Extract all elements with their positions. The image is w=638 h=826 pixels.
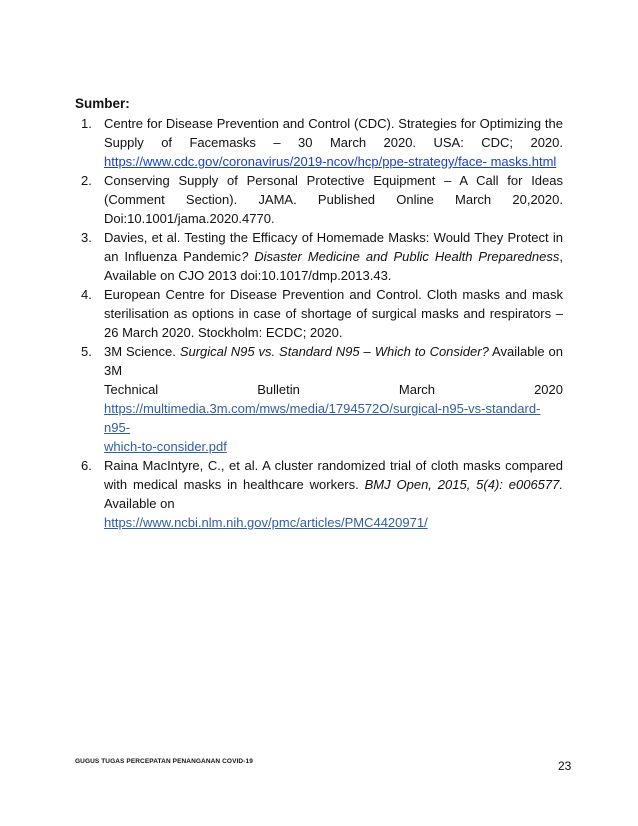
reference-item [75, 456, 563, 532]
reference-text-part: Available on [104, 496, 175, 511]
reference-item [75, 342, 563, 456]
page-footer: GUGUS TUGAS PERCEPATAN PENANGANAN COVID-19 [75, 758, 253, 765]
reference-journal: ? Disaster Medicine and Public Health Preparedness [240, 249, 560, 264]
reference-link[interactable]: https://multimedia.3m.com/mws/media/1794572O/surgical-n95-vs-standard-n95- [104, 401, 541, 435]
reference-text [104, 456, 563, 513]
page-number: 23 [558, 759, 572, 773]
reference-text [104, 228, 563, 285]
reference-item [75, 285, 563, 342]
reference-text: Centre for Disease Prevention and Control (CDC). Strategies for Optimizing the [104, 116, 563, 131]
reference-text-part: Davies, et al. Testing the Efficacy of Homemade Masks: Would They Protect in an Influenza Pandemic [104, 230, 563, 264]
reference-item [75, 114, 563, 171]
reference-link[interactable]: https://www.cdc.gov/coronavirus/2019-ncov/hcp/ppe-strategy/face- masks.html [104, 154, 557, 169]
reference-link[interactable]: which-to-consider.pdf [104, 439, 227, 454]
reference-number: 3. [81, 230, 92, 245]
reference-number: 5. [81, 344, 92, 359]
reference-text: Conserving Supply of Personal Protective Equipment – A Call for Ideas (Comment Section). JAMA. Published Online March 20,2020. Doi:10.1001/jama.2020.4770. [104, 173, 563, 226]
reference-text [104, 342, 563, 380]
reference-text-part: 3M Science. [104, 344, 180, 359]
reference-text-part: Available on 3M [104, 344, 563, 378]
reference-number: 4. [81, 287, 92, 302]
reference-title: Surgical N95 vs. Standard N95 – Which to Consider? [179, 344, 489, 359]
reference-link[interactable]: https://www.ncbi.nlm.nih.gov/pmc/articles/PMC4420971/ [104, 515, 428, 530]
reference-text-part: Raina MacIntyre, C., et al. A cluster randomized trial of cloth masks compared with medical masks in healthcare workers. [104, 458, 563, 492]
reference-text: Supply of Facemasks – 30 March 2020. USA: CDC; 2020. [104, 135, 563, 150]
reference-text: Technical Bulletin March 2020 [104, 382, 563, 397]
references-heading: Sumber: [75, 96, 130, 111]
reference-text-part: , Available on CJO 2013 doi:10.1017/dmp.2013.43. [104, 249, 563, 283]
reference-number: 1. [81, 116, 92, 131]
reference-number: 2. [81, 173, 92, 188]
reference-number: 6. [81, 458, 92, 473]
reference-text: European Centre for Disease Prevention and Control. Cloth masks and mask sterilisation as options in case of shortage of surgical masks and respirators – 26 March 2020. Stockholm: ECDC; 2020. [104, 287, 563, 340]
reference-journal: BMJ Open, 2015, 5(4): e006577. [364, 477, 563, 492]
reference-item [75, 171, 563, 228]
references-list [75, 114, 563, 532]
reference-item [75, 228, 563, 285]
